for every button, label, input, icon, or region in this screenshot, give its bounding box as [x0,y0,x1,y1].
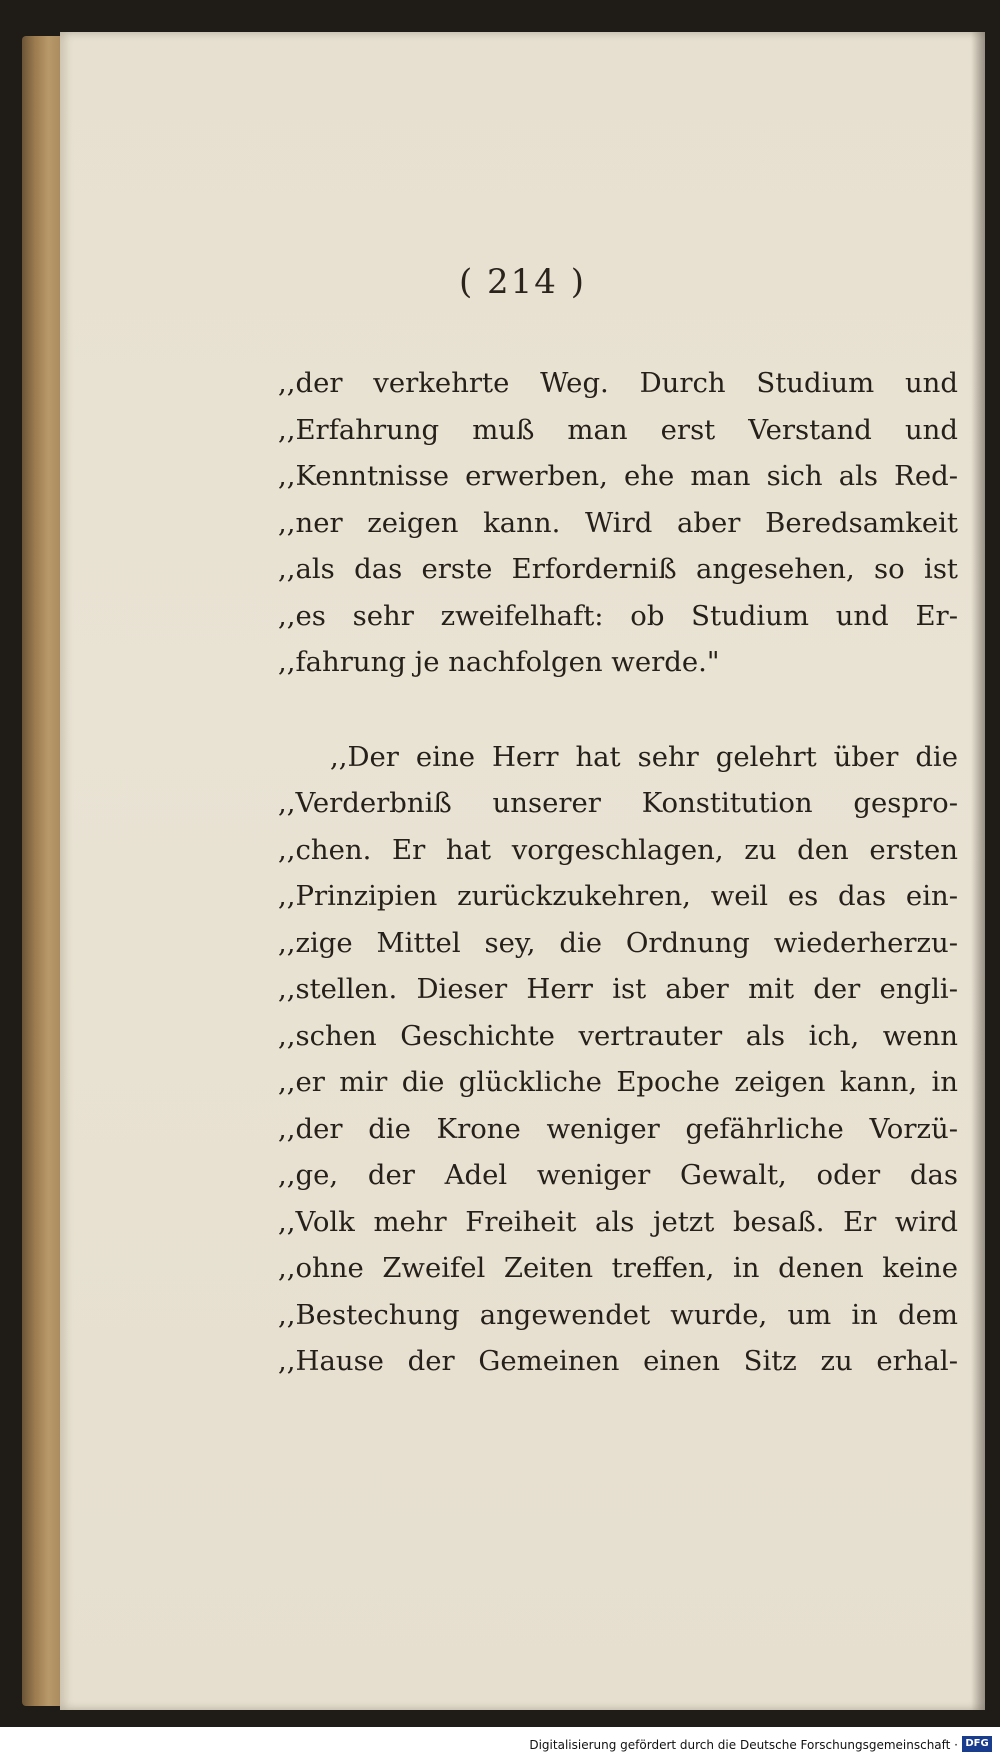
dfg-logo-icon: DFG [962,1736,992,1752]
text-line: ,,Volk mehr Freiheit als jetzt besaß. Er wird [278,1205,958,1238]
text-line: ,,ohne Zweifel Zeiten treffen, in denen keine [278,1252,958,1284]
text-line: ,,schen Geschichte vertrauter als ich, wenn [278,1019,958,1052]
text-line: ,,Bestechung angewendet wurde, um in dem [278,1298,958,1331]
text-line: ,,Kenntnisse erwerben, ehe man sich als Red- [278,460,958,492]
text-line: ,,der verkehrte Weg. Durch Studium und [278,367,958,399]
text-line: ,,der die Krone weniger gefährliche Vorzü- [278,1112,958,1145]
text-line: ,,stellen. Dieser Herr ist aber mit der engli- [278,973,958,1005]
paragraph-2 [278,734,958,1385]
text-line: ,,Erfahrung muß man erst Verstand und [278,413,958,446]
text-line: ,,ner zeigen kann. Wird aber Beredsamkeit [278,506,958,539]
paragraph-gap [278,686,958,734]
text-line: ,,es sehr zweifelhaft: ob Studium und Er- [278,599,958,632]
text-line: ,,Hause der Gemeinen einen Sitz zu erhal- [278,1345,958,1377]
funding-credit: Digitalisierung gefördert durch die Deutsche Forschungsgemeinschaft · [529,1738,958,1752]
text-line: ,,chen. Er hat vorgeschlagen, zu den ersten [278,833,958,866]
text-line: ,,als das erste Erforderniß angesehen, so ist [278,553,958,585]
text-line: ,,ge, der Adel weniger Gewalt, oder das [278,1159,958,1191]
page-number: ( 214 ) [458,262,587,302]
body-text [278,360,958,1385]
text-line: ,,Der eine Herr hat sehr gelehrt über die [330,740,958,773]
text-line: ,,fahrung je nachfolgen werde." [278,646,720,678]
text-line: ,,Verderbniß unserer Konstitution gespro- [278,787,958,819]
paragraph-1 [278,360,958,686]
text-line: ,,Prinzipien zurückzukehren, weil es das ein- [278,880,958,912]
text-line: ,,er mir die glückliche Epoche zeigen kann, in [278,1066,958,1098]
book-page [60,32,985,1710]
text-line: ,,zige Mittel sey, die Ordnung wiederherzu- [278,926,958,959]
